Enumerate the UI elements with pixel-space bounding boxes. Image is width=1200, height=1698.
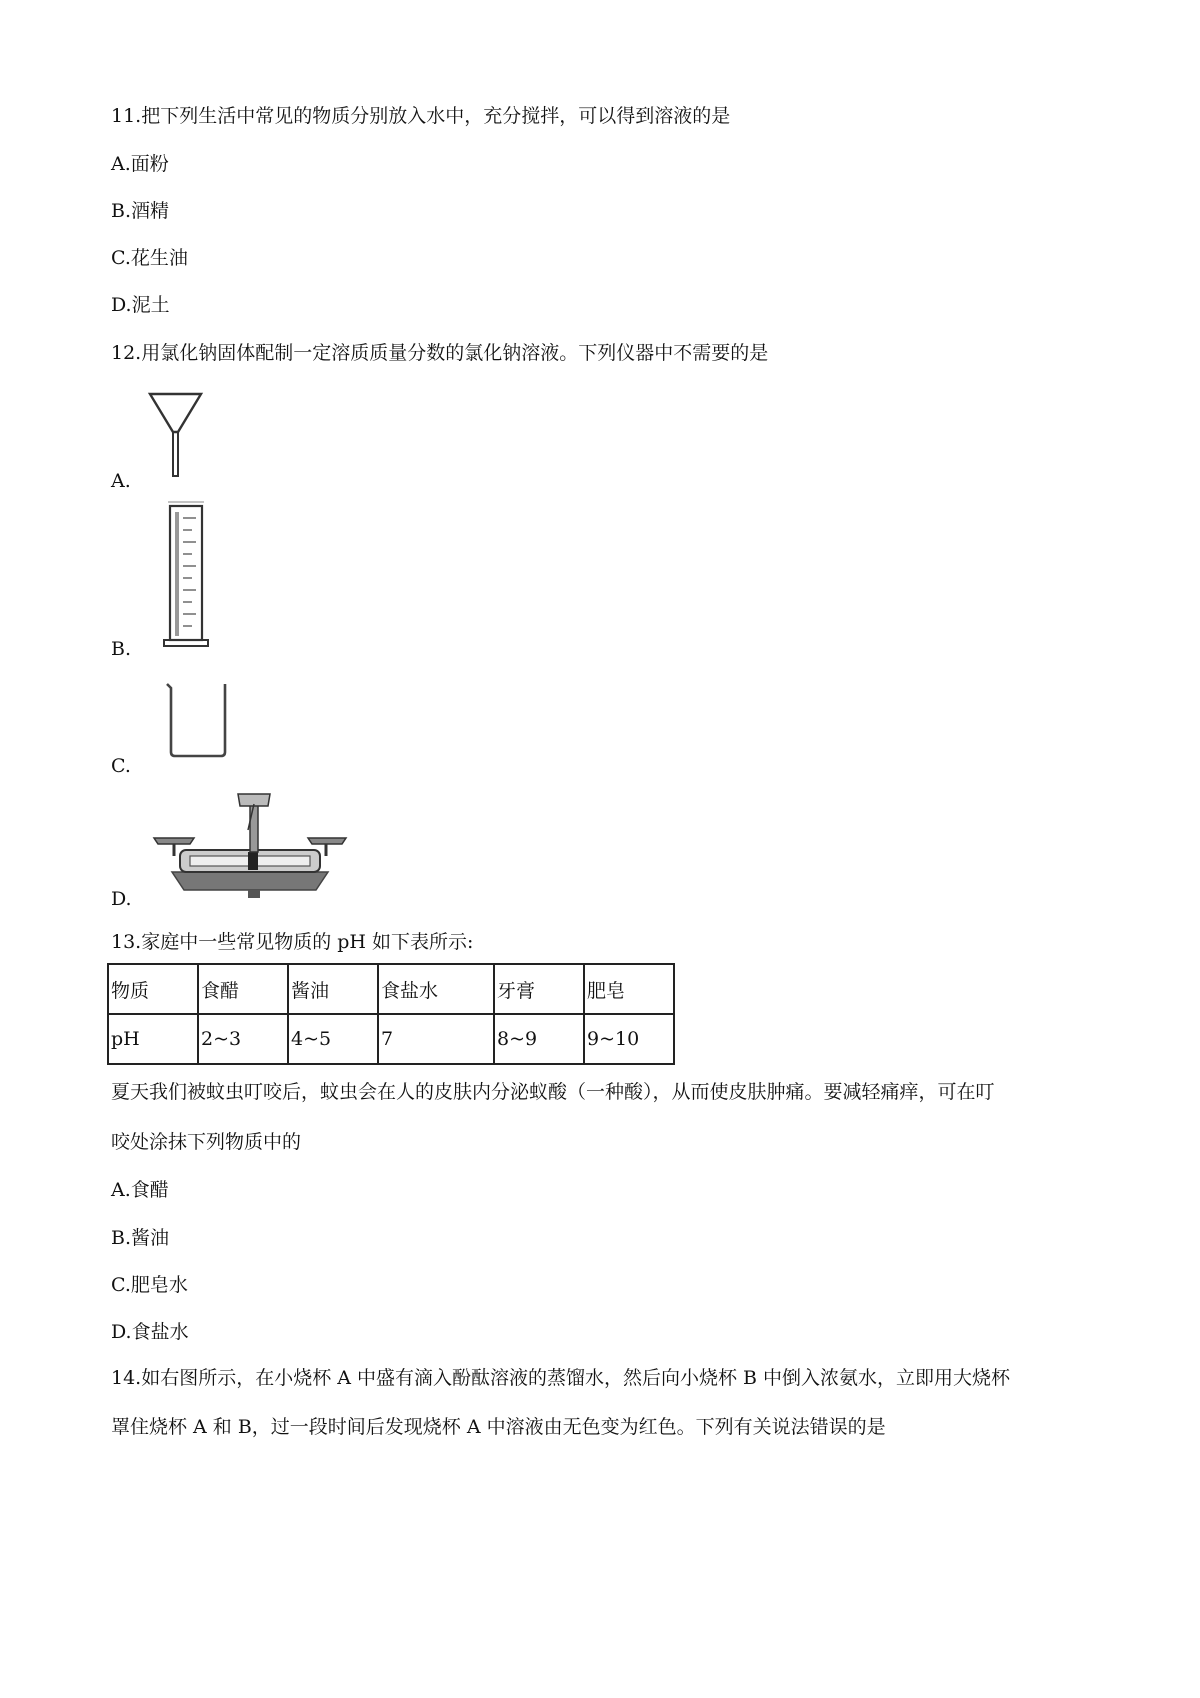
- q12-stem: 12.用氯化钠固体配制一定溶质质量分数的氯化钠溶液。下列仪器中不需要的是: [111, 342, 769, 364]
- table-cell: 酱油: [288, 964, 378, 1014]
- table-cell: 2~3: [198, 1014, 288, 1064]
- q14-stem-line1: 14.如右图所示，在小烧杯 A 中盛有滴入酚酞溶液的蒸馏水，然后向小烧杯 B 中倒入浓氨水，立即用大烧杯: [111, 1367, 1011, 1389]
- table-cell: pH: [108, 1014, 198, 1064]
- q12-option-c-label[interactable]: C.: [111, 755, 131, 777]
- table-cell: 牙膏: [494, 964, 584, 1014]
- q12-option-a-label[interactable]: A.: [111, 470, 131, 492]
- table-cell: 物质: [108, 964, 198, 1014]
- beaker-icon: [163, 680, 233, 760]
- q11-option-b[interactable]: B.酒精: [111, 200, 170, 222]
- table-row: [108, 964, 674, 1014]
- q13-text-line1: 夏天我们被蚊虫叮咬后，蚊虫会在人的皮肤内分泌蚁酸（一种酸），从而使皮肤肿痛。要减轻痛痒，可在叮: [111, 1081, 995, 1103]
- balance-icon: [150, 790, 350, 900]
- q13-stem: 13.家庭中一些常见物质的 pH 如下表所示:: [111, 931, 474, 953]
- q11-option-d[interactable]: D.泥土: [111, 294, 170, 316]
- table-cell: 食盐水: [378, 964, 494, 1014]
- table-cell: 肥皂: [584, 964, 674, 1014]
- graduated-cylinder-icon: [156, 500, 216, 650]
- funnel-icon: [145, 392, 205, 480]
- q12-option-d-label[interactable]: D.: [111, 888, 132, 910]
- q11-option-a[interactable]: A.面粉: [111, 153, 169, 175]
- q13-option-d[interactable]: D.食盐水: [111, 1321, 189, 1343]
- q13-text-line2: 咬处涂抹下列物质中的: [111, 1131, 302, 1153]
- table-cell: 9~10: [584, 1014, 674, 1064]
- ph-table: [107, 963, 675, 1065]
- q13-option-b[interactable]: B.酱油: [111, 1227, 170, 1249]
- table-cell: 4~5: [288, 1014, 378, 1064]
- q13-option-a[interactable]: A.食醋: [111, 1179, 169, 1201]
- q11-option-c[interactable]: C.花生油: [111, 247, 188, 269]
- q12-option-b-label[interactable]: B.: [111, 638, 132, 660]
- q14-stem-line2: 罩住烧杯 A 和 B，过一段时间后发现烧杯 A 中溶液由无色变为红色。下列有关说法错误的是: [111, 1416, 886, 1438]
- table-row: [108, 1014, 674, 1064]
- table-cell: 8~9: [494, 1014, 584, 1064]
- table-cell: 食醋: [198, 964, 288, 1014]
- table-cell: 7: [378, 1014, 494, 1064]
- q13-option-c[interactable]: C.肥皂水: [111, 1274, 188, 1296]
- q11-stem: 11.把下列生活中常见的物质分别放入水中，充分搅拌，可以得到溶液的是: [111, 105, 731, 127]
